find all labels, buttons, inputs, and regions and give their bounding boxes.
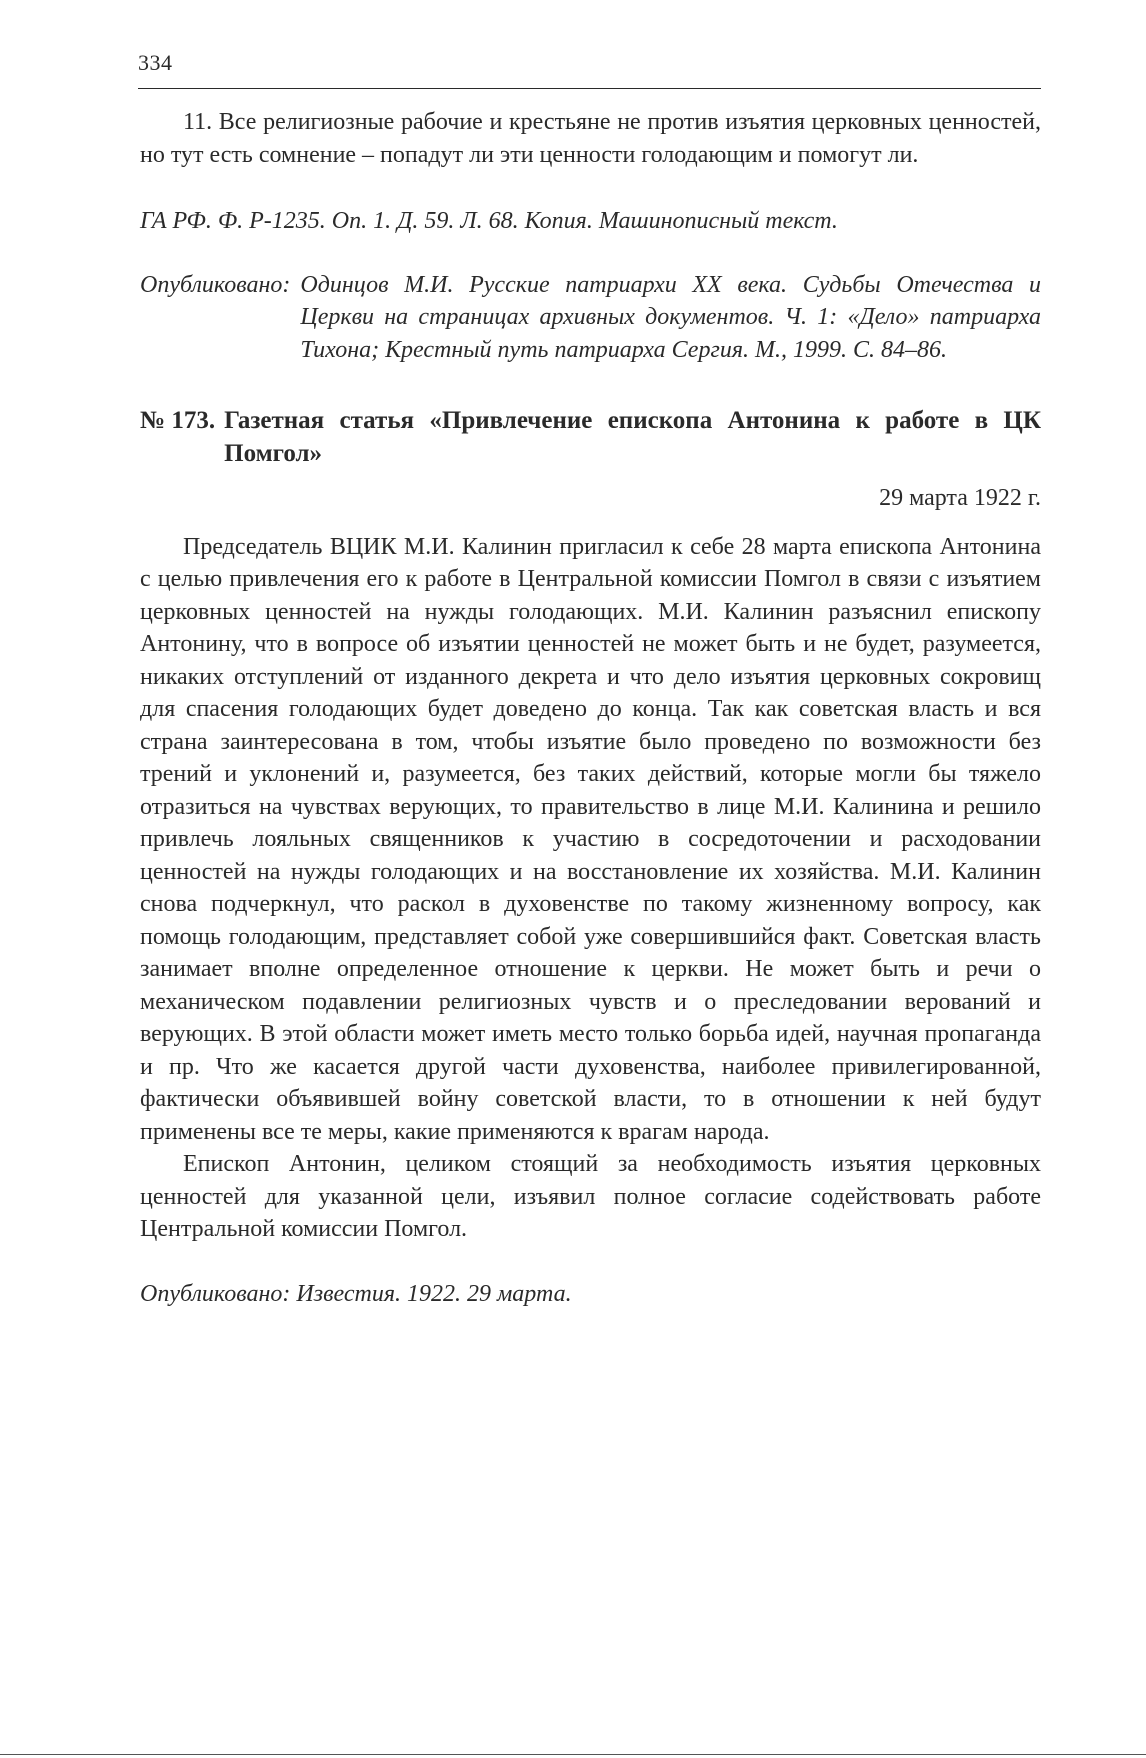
document-date: 29 марта 1922 г. xyxy=(879,485,1041,511)
article-paragraph: Председатель ВЦИК М.И. Калинин пригласил к себе 28 марта епископа Антонина с целью привлечения его к работе в Центральной комиссии Помгол в связи с изъятием церковных ценностей на нужды голодающих. М.И. Калинин разъяснил епископу Антонину, что в вопросе об изъятии ценностей не может быть и не будет, разумеется, никаких отступлений от изданного декрета и что дело изъятия церковных сокровищ для спасения голодающих будет доведено до конца. Так как советская власть и вся страна заинтересована в том, чтобы изъятие было проведено по возможности без трений и уклонений и, разумеется, без таких действий, которые могли бы тяжело отразиться на чувствах верующих, то правительство в лице М.И. Калинина и решило привлечь лояльных священников к участию в сосредоточении и расходовании ценностей на нужды голодающих и на восстановление их хозяйства. М.И. Калинин снова подчеркнул, что раскол в духовенстве по такому жизненному вопросу, как помощь голодающим, представляет собой уже совершившийся факт. Советская власть занимает вполне определенное отношение к церкви. Не может быть и речи о механическом подавлении религиозных чувств и о преследовании верований и верующих. В этой области может иметь место только борьба идей, научная пропаганда и пр. Что же касается другой части духовенства, наиболее привилегированной, фактически объявившей войну советской власти, то в отношении к ней будут применены все те меры, какие применяются к врагам народа. xyxy=(140,533,1041,1145)
page-content xyxy=(140,106,1041,1334)
page-bottom-edge xyxy=(0,1754,1146,1755)
article-publication-note: Опубликовано: Известия. 1922. 29 марта. xyxy=(140,1280,572,1307)
document-heading xyxy=(140,404,1041,470)
document-number: № 173. xyxy=(140,407,216,434)
article-body xyxy=(140,531,1041,1246)
page-number: 334 xyxy=(138,50,173,75)
publication-label: Опубликовано: xyxy=(140,271,291,298)
document-title: Газетная статья «Привлечение епископа Антонина к работе в ЦК Помгол» xyxy=(224,407,1041,467)
article-paragraph: Епископ Антонин, целиком стоящий за необходимость изъятия церковных ценностей для указанной цели, изъявил полное согласие содействовать работе Центральной комиссии Помгол. xyxy=(140,1151,1041,1242)
header-divider xyxy=(138,88,1041,89)
publication-source: Одинцов М.И. Русские патриархи XX века. Судьбы Отечества и Церкви на страницах архивных документов. Ч. 1: «Дело» патриарха Тихона; Крестный путь патриарха Сергия. М., 1999. С. 84–86. xyxy=(300,271,1041,363)
archive-reference: ГА РФ. Ф. Р-1235. Оп. 1. Д. 59. Л. 68. Копия. Машинописный текст. xyxy=(140,208,838,234)
item-11-paragraph: 11. Все религиозные рабочие и крестьяне не против изъятия церковных ценностей, но тут есть сомнение – попадут ли эти ценности голодающим и помогут ли. xyxy=(140,109,1041,168)
publication-note xyxy=(140,269,1041,367)
